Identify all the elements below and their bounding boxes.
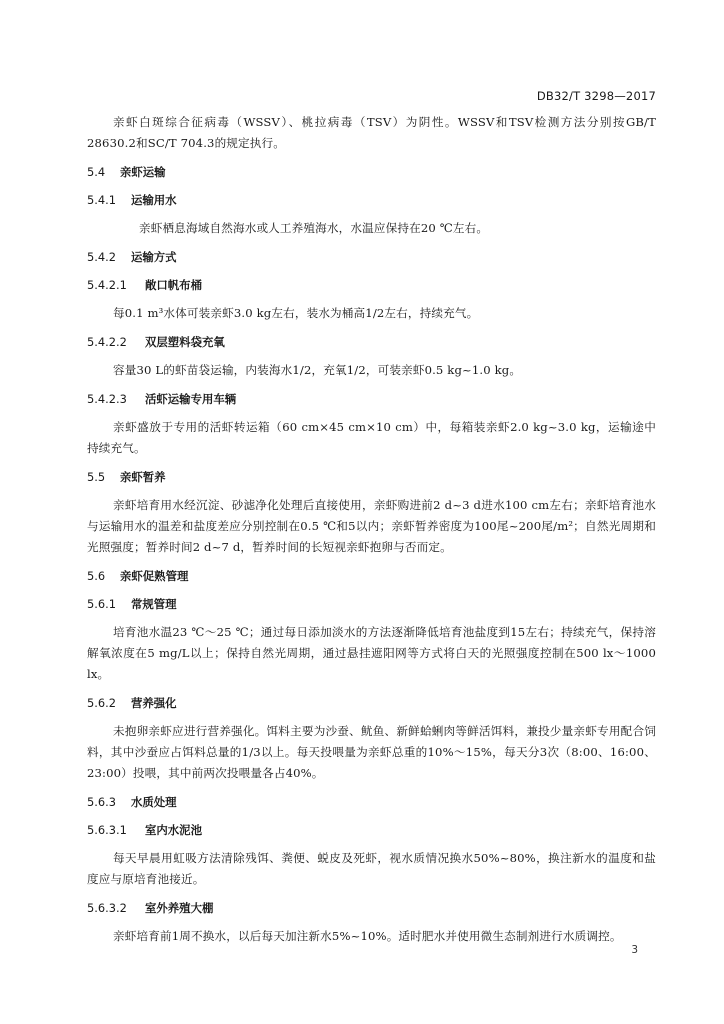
heading-number: 5.6.3: [87, 795, 116, 809]
paragraph-nutrition: 未抱卵亲虾应进行营养强化。饵料主要为沙蚕、鱿鱼、新鲜蛤蜊肉等鲜活饵料，兼投少量亲虾专用配合饲料，其中沙蚕应占饵料总量的1/3以上。每天投喂量为亲虾总重的10%～15%，每天分3次（8:00、16:00、23:00）投喂，其中前两次投喂量各占40%。: [87, 724, 656, 780]
standard-number: DB32/T 3298—2017: [536, 89, 656, 103]
heading-number: 5.4.2.3: [87, 392, 127, 406]
heading-title: 运输用水: [131, 193, 177, 207]
heading-title: 室外养殖大棚: [145, 901, 214, 915]
heading-5-6: [87, 566, 656, 587]
paragraph-temporary-rearing: 亲虾培育用水经沉淀、砂滤净化处理后直接使用，亲虾购进前2 d~3 d进水100 cm左右；亲虾培育池水与运输用水的温差和盐度差应分别控制在0.5 ℃和5以内；亲虾暂养密度为100尾~200尾/m²；自然光周期和光照强度；暂养时间2 d~7 d，暂养时间的长短视亲虾抱卵与否而定。: [87, 498, 656, 554]
paragraph-outdoor-greenhouse: 亲虾培育前1周不换水，以后每天加注新水5%~10%。适时肥水并使用微生态制剂进行水质调控。: [113, 929, 622, 943]
heading-number: 5.6.2: [87, 696, 116, 710]
heading-title: 运输方式: [131, 250, 177, 264]
heading-title: 室内水泥池: [145, 823, 202, 837]
heading-title: 营养强化: [131, 696, 177, 710]
heading-5-6-3: [87, 792, 656, 813]
heading-5-6-3-2: [87, 898, 656, 919]
heading-number: 5.4.2.2: [87, 335, 127, 349]
heading-title: 敞口帆布桶: [145, 278, 202, 292]
heading-5-4-2-3: [87, 389, 656, 410]
heading-5-4-2: [87, 247, 656, 268]
heading-title: 亲虾暂养: [120, 470, 166, 484]
heading-5-4-2-2: [87, 332, 656, 353]
heading-number: 5.6.3.2: [87, 901, 127, 915]
page-number: 3: [631, 944, 638, 956]
heading-title: 活虾运输专用车辆: [145, 392, 237, 406]
paragraph-indoor-pool: 每天早晨用虹吸方法清除残饵、粪便、蜕皮及死虾，视水质情况换水50%~80%，换注新水的温度和盐度应与原培育池接近。: [87, 851, 656, 886]
heading-title: 常规管理: [131, 597, 177, 611]
heading-title: 亲虾促熟管理: [120, 569, 189, 583]
heading-number: 5.6.3.1: [87, 823, 127, 837]
heading-5-6-2: [87, 693, 656, 714]
heading-number: 5.4.1: [87, 193, 116, 207]
heading-5-4-1: [87, 190, 656, 211]
paragraph-pathogen-test: 亲虾白斑综合征病毒（WSSV）、桃拉病毒（TSV）为阴性。WSSV和TSV检测方法分别按GB/T 28630.2和SC/T 704.3的规定执行。: [87, 115, 656, 150]
paragraph-canvas-bucket: 每0.1 m³水体可装亲虾3.0 kg左右，装水为桶高1/2左右，持续充气。: [113, 306, 479, 320]
heading-title: 水质处理: [131, 795, 177, 809]
heading-number: 5.4.2.1: [87, 278, 127, 292]
paragraph-routine-management: 培育池水温23 ℃～25 ℃；通过每日添加淡水的方法逐渐降低培育池盐度到15左右；持续充气，保持溶解氧浓度在5 mg/L以上；保持自然光周期，通过悬挂遮阳网等方式将白天的光照强度控制在500 lx～1000 lx。: [87, 625, 656, 681]
heading-5-6-3-1: [87, 820, 656, 841]
paragraph-transport-vehicle: 亲虾盛放于专用的活虾转运箱（60 cm×45 cm×10 cm）中，每箱装亲虾2.0 kg~3.0 kg，运输途中持续充气。: [87, 420, 656, 455]
heading-number: 5.6.1: [87, 597, 116, 611]
heading-number: 5.4.2: [87, 250, 116, 264]
heading-5-4: [87, 162, 656, 183]
paragraph-transport-water: 亲虾栖息海域自然海水或人工养殖海水，水温应保持在20 ℃左右。: [139, 221, 489, 235]
heading-5-4-2-1: [87, 275, 656, 296]
heading-number: 5.4: [87, 165, 106, 179]
heading-5-5: [87, 467, 656, 488]
heading-number: 5.5: [87, 470, 106, 484]
heading-5-6-1: [87, 594, 656, 615]
heading-title: 双层塑料袋充氧: [145, 335, 225, 349]
heading-title: 亲虾运输: [120, 165, 166, 179]
paragraph-plastic-bag: 容量30 L的虾苗袋运输，内装海水1/2，充氧1/2，可装亲虾0.5 kg~1.0 kg。: [113, 363, 522, 377]
heading-number: 5.6: [87, 569, 106, 583]
page-content: [87, 112, 656, 947]
